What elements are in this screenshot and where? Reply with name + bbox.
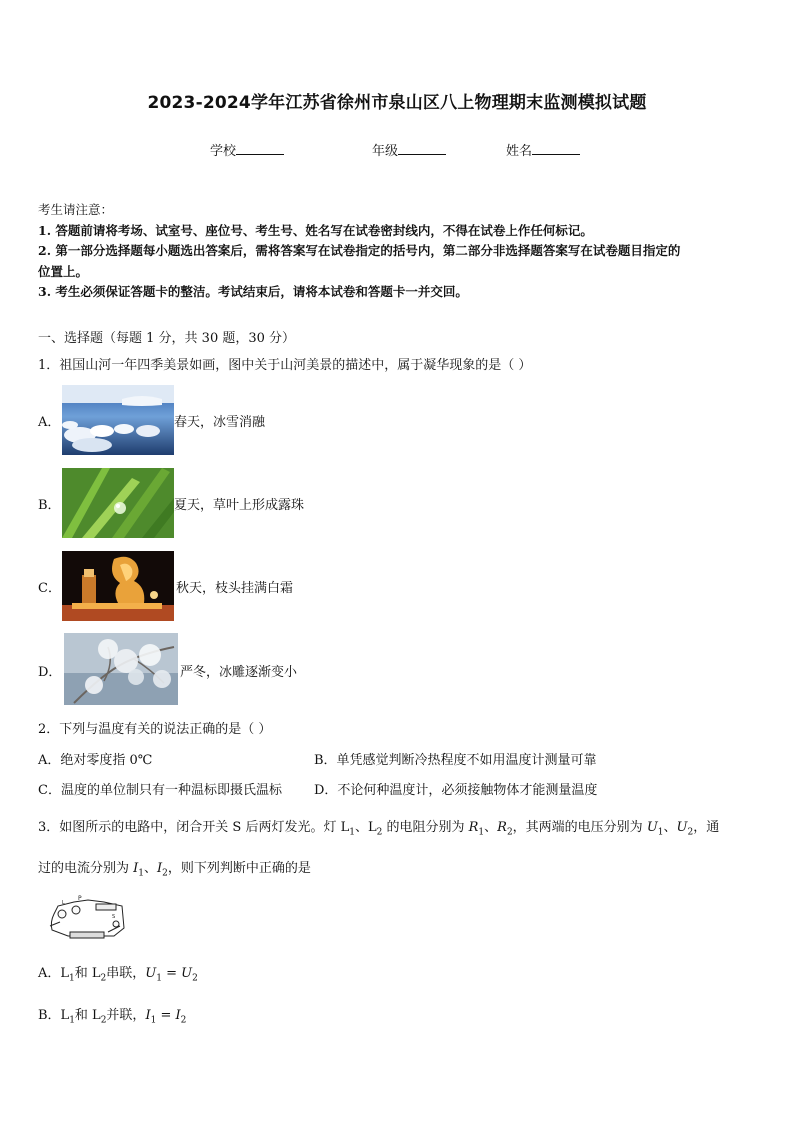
q3-stem-e: ，通 <box>693 820 720 835</box>
ice-sculpture-photo <box>62 551 174 621</box>
melting-ice-photo <box>62 385 174 455</box>
q3-stem-line2a: 过的电流分别为 <box>38 861 134 876</box>
q3-sub: 1 <box>657 827 664 838</box>
q3-option-a-text: 串联， <box>106 966 146 981</box>
q3-sub: 2 <box>100 1015 107 1026</box>
q1-option-c-text[interactable]: 秋天，枝头挂满白霜 <box>176 581 294 596</box>
q3-stem-line2 <box>38 857 311 879</box>
equals-sign: = <box>161 966 182 981</box>
q1-stem: 1．祖国山河一年四季美景如画，图中关于山河美景的描述中，属于凝华现象的是（ ） <box>38 358 532 373</box>
q1-option-b-text[interactable]: 夏天，草叶上形成露珠 <box>174 498 305 513</box>
i2-symbol: I <box>157 861 163 876</box>
r2-symbol: R <box>497 820 507 835</box>
name-label: 姓名 <box>506 144 533 159</box>
q1-option-d-text[interactable]: 严冬，冰雕逐渐变小 <box>180 665 298 680</box>
q3-sub: 2 <box>180 1015 187 1026</box>
q3-option-b-text: 并联， <box>106 1008 146 1023</box>
grade-blank[interactable] <box>398 142 446 155</box>
q2-stem: 2．下列与温度有关的说法正确的是（ ） <box>38 722 272 737</box>
circuit-diagram <box>44 892 128 944</box>
q3-sub: 1 <box>478 827 485 838</box>
u2-symbol: U <box>181 966 193 981</box>
q2-option-a[interactable]: A．绝对零度指 0℃ <box>38 753 153 768</box>
q3-option-b-text: B．L <box>38 1008 70 1023</box>
q3-option-a-text: A．L <box>38 966 70 981</box>
grade-label: 年级 <box>372 144 399 159</box>
q3-sep: 、 <box>484 820 498 835</box>
u1-symbol: U <box>145 966 157 981</box>
q3-sub: 2 <box>100 973 107 984</box>
q3-stem-c: 的电阻分别为 <box>382 820 469 835</box>
q3-sub: 2 <box>162 868 168 879</box>
q3-sub: 2 <box>506 827 513 838</box>
q3-stem-line2b: ，则下列判断中正确的是 <box>167 861 311 876</box>
q3-sub: 1 <box>138 868 145 879</box>
notice-item-2: 2. 第一部分选择题每小题选出答案后，需将答案写在试卷指定的括号内，第二部分非选择题答案写在试卷题目指定的 <box>38 243 681 258</box>
q3-sub: 2 <box>376 827 383 838</box>
dew-on-grass-photo <box>62 468 174 538</box>
q1-option-a-text[interactable]: 春天，冰雪消融 <box>174 415 266 430</box>
notice-block <box>38 200 760 303</box>
q3-option-b-text: 和 L <box>74 1008 101 1023</box>
notice-item-3: 3. 考生必须保证答题卡的整洁。考试结束后，请将本试卷和答题卡一并交回。 <box>38 284 468 299</box>
q2-option-c[interactable]: C．温度的单位制只有一种温标即摄氏温标 <box>38 783 282 798</box>
q3-sep: 、 <box>144 861 158 876</box>
equals-sign: = <box>156 1008 176 1023</box>
frost-branches-photo <box>64 633 178 705</box>
u2-symbol: U <box>676 820 688 835</box>
page-title: 2023-2024学年江苏省徐州市泉山区八上物理期末监测模拟试题 <box>147 93 647 113</box>
q3-option-a[interactable] <box>38 962 198 984</box>
name-field <box>506 140 580 159</box>
q3-sub: 1 <box>69 973 75 984</box>
school-field <box>210 140 284 159</box>
name-blank[interactable] <box>532 142 580 155</box>
school-blank[interactable] <box>236 142 284 155</box>
school-label: 学校 <box>210 144 237 159</box>
section-heading: 一、选择题（每题 1 分，共 30 题，30 分） <box>38 331 296 346</box>
notice-item-1: 1. 答题前请将考场、试室号、座位号、考生号、姓名写在试卷密封线内，不得在试卷上作任何标记。 <box>38 222 593 238</box>
i2-symbol: I <box>175 1008 181 1023</box>
q2-option-b[interactable]: B．单凭感觉判断冷热程度不如用温度计测量可靠 <box>314 753 597 768</box>
q3-sub: 2 <box>687 827 694 838</box>
q3-option-a-text: 和 L <box>74 966 101 981</box>
q1-option-b-label[interactable]: B． <box>38 498 61 513</box>
q3-sep: 、 <box>663 820 677 835</box>
q3-sub: 1 <box>150 1015 157 1026</box>
svg-text:P: P <box>78 895 82 902</box>
r1-symbol: R <box>468 820 479 835</box>
grade-field <box>372 140 446 159</box>
q2-option-d[interactable]: D．不论何种温度计，必须接触物体才能测量温度 <box>314 783 598 798</box>
notice-heading: 考生请注意： <box>38 202 114 217</box>
u1-symbol: U <box>646 820 658 835</box>
q3-option-b[interactable] <box>38 1004 186 1026</box>
q3-sub: 1 <box>69 1015 75 1026</box>
q1-option-d-label[interactable]: D． <box>38 665 62 680</box>
svg-text:S: S <box>112 914 116 920</box>
q3-stem-line1 <box>38 816 719 838</box>
q3-sub: 2 <box>192 973 198 984</box>
q3-sub: 1 <box>349 827 355 838</box>
q3-stem-b: 、L <box>354 820 377 835</box>
q1-option-a-label[interactable]: A． <box>38 415 61 430</box>
q3-stem-a: 3．如图所示的电路中，闭合开关 S 后两灯发光。灯 L <box>38 820 350 835</box>
q1-option-c-label[interactable]: C． <box>38 581 61 596</box>
q3-sub: 1 <box>156 973 162 984</box>
i1-symbol: I <box>133 861 139 876</box>
notice-item-2-cont: 位置上。 <box>38 263 89 279</box>
svg-text:L: L <box>62 900 65 906</box>
i1-symbol: I <box>145 1008 151 1023</box>
q3-stem-d: ，其两端的电压分别为 <box>512 820 647 835</box>
